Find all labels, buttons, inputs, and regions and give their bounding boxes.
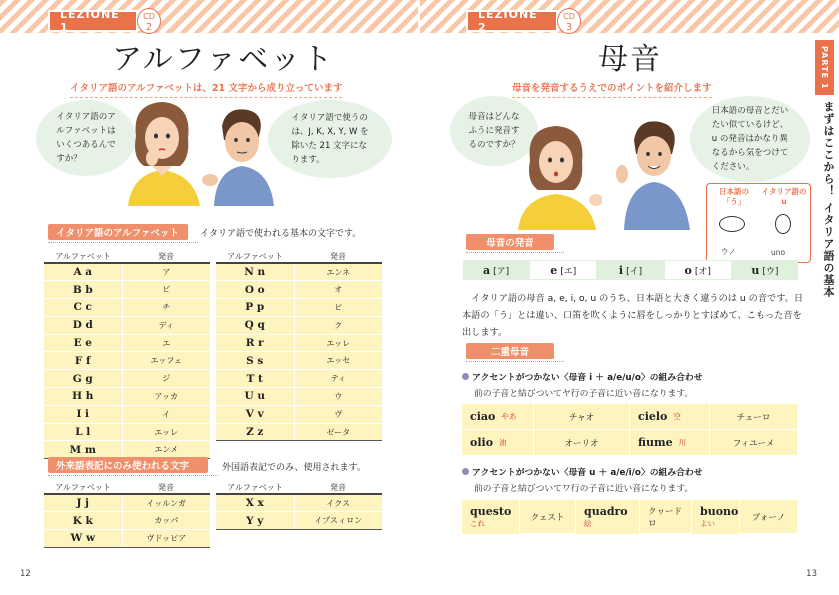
section-note-foreign: 外国語表記でのみ、使用されます。 <box>222 463 366 473</box>
table-row: K k カッパ <box>44 512 210 530</box>
table-row: S s エッセ <box>216 352 382 370</box>
section-heading-alphabet: イタリア語のアルファベット <box>48 224 188 240</box>
vowel-cell: u [ウ] <box>732 260 798 280</box>
foreign-letters-table-2 <box>216 481 382 530</box>
cd-label: CD <box>563 12 575 21</box>
lesson-label-left: LEZIONE 1 <box>48 10 138 32</box>
diphthong-reading: クヮードロ <box>640 500 692 534</box>
vowel-cell: e [エ] <box>529 260 597 280</box>
section-heading-vowels: 母音の発音 <box>466 234 554 250</box>
diphthong-reading: クェスト <box>520 500 576 534</box>
cd-badge-left <box>137 8 161 34</box>
col-sound: 発音 <box>122 250 210 263</box>
speech-bubble-right: イタリア語で使うの は、J, K, X, Y, W を 除いた 21 文字にな ります。 <box>268 100 392 178</box>
cd-badge-right <box>557 8 581 34</box>
parte-tab: PARTE 1 <box>815 40 834 95</box>
bullet-diphthong-u: アクセントがつかない〈母音 u ＋ a/e/i/o〉の組み合わせ <box>462 465 703 478</box>
col-sound: 発音 <box>122 481 210 494</box>
diphthong-reading: チャオ <box>534 404 630 430</box>
man-illustration <box>200 106 280 206</box>
woman-illustration <box>512 120 602 230</box>
lesson-label-right: LEZIONE 2 <box>466 10 558 32</box>
speech-bubble-right: 日本語の母音とだい たい似ているけど、 u の発音はかなり異 なるから気をつけて ください。 <box>690 96 810 182</box>
diphthong-word: questo これ <box>462 500 520 534</box>
speech-bubble-left: 母音はどんな ふうに発音す るのですか？ <box>450 96 538 166</box>
cd-label: CD <box>143 12 155 21</box>
table-row: P p ピ <box>216 299 382 317</box>
table-row: N n エンネ <box>216 263 382 281</box>
diphthong-reading: オーリオ <box>534 430 630 456</box>
diphthong-word: quadro 絵 <box>576 500 640 534</box>
diphthong-word: olio 油 <box>462 430 534 456</box>
foreign-letters-table-1 <box>44 481 210 548</box>
diphthong-word: fiume 川 <box>630 430 710 456</box>
diphthong-word: buono よい <box>692 500 740 534</box>
note-diphthong-i: 前の子音と結びついてヤ行の子音に近い音になります。 <box>474 389 694 399</box>
table-row: F f エッフェ <box>44 352 210 370</box>
page-title-right: 母音 <box>598 42 662 77</box>
vowel-explanation: イタリア語の母音 a, e, i, o, u のうち、日本語と大きく違うのは u の音です。日 本語の「う」とは違い、口笛を吹くように唇をしっかりとすぼめて、こもった音を 出します。 <box>462 293 804 338</box>
section-heading-diphthong: 二重母音 <box>466 343 554 359</box>
diphthong-reading: チェーロ <box>710 404 798 430</box>
section-note-alphabet: イタリア語で使われる基本の文字です。 <box>200 229 362 239</box>
col-letter: アルファベット <box>44 481 122 494</box>
alphabet-table-1 <box>44 250 210 459</box>
subtitle-left: イタリア語のアルファベットは、21 文字から成り立っています <box>70 80 342 98</box>
table-row: R r エッレ <box>216 334 382 352</box>
section-heading-foreign: 外来語表記にのみ使われる文字 <box>48 457 208 473</box>
table-row: D d ディ <box>44 316 210 334</box>
vowel-cell: a [ア] <box>463 260 529 280</box>
table-row: G g ジ <box>44 370 210 388</box>
chapter-sidebar <box>815 40 839 304</box>
diphthong-word: ciao やあ <box>462 404 534 430</box>
table-row: E e エ <box>44 334 210 352</box>
col-letter: アルファベット <box>44 250 122 263</box>
table-row: Z z ゼータ <box>216 423 382 441</box>
table-row: X x イクス <box>216 494 382 512</box>
table-row: L l エッレ <box>44 423 210 441</box>
diphthong-reading: フィユーメ <box>710 430 798 456</box>
cd-number: 3 <box>565 22 573 33</box>
mouth-shape-italian-icon <box>775 214 791 234</box>
table-row: O o オ <box>216 281 382 299</box>
cd-number: 2 <box>145 22 153 33</box>
page-title-left: アルファベット <box>112 42 335 77</box>
vowel-cell: i [イ] <box>597 260 663 280</box>
diphthong-grid-i <box>462 404 798 456</box>
alphabet-table-2 <box>216 250 382 441</box>
table-row: W w ヴドッピア <box>44 530 210 548</box>
table-row: B b ビ <box>44 281 210 299</box>
table-row: U u ウ <box>216 388 382 406</box>
table-row: M m エンメ <box>44 441 210 459</box>
col-letter: アルファベット <box>216 481 294 494</box>
table-row: I i イ <box>44 405 210 423</box>
note-diphthong-u: 前の子音と結びついてワ行の子音に近い音になります。 <box>474 484 694 494</box>
subtitle-right: 母音を発音するうえでのポイントを紹介します <box>512 80 712 98</box>
table-row: C c チ <box>44 299 210 317</box>
woman-illustration <box>122 96 204 206</box>
speech-bubble-left: イタリア語のア ルファベットは いくつあるんで すか？ <box>36 100 136 176</box>
table-row: Q q ク <box>216 316 382 334</box>
vowel-cell: o [オ] <box>664 260 732 280</box>
table-row: H h アッカ <box>44 388 210 406</box>
page-number-left: 12 <box>20 569 31 579</box>
table-row: Y y イプスィロン <box>216 512 382 530</box>
table-row: T t ティ <box>216 370 382 388</box>
chapter-title: まずはここから！ イタリア語の基本 <box>822 101 835 299</box>
col-sound: 発音 <box>294 481 382 494</box>
diphthong-grid-u <box>462 500 798 534</box>
diphthong-word: cielo 空 <box>630 404 710 430</box>
u-comparison-box: 日本語の 「う」 イタリア語の u ウノ uno <box>706 183 811 263</box>
page-number-right: 13 <box>806 569 817 579</box>
table-row: J j イッルンガ <box>44 494 210 512</box>
bullet-diphthong-i: アクセントがつかない〈母音 i ＋ a/e/u/o〉の組み合わせ <box>462 370 703 383</box>
col-letter: アルファベット <box>216 250 294 263</box>
diphthong-reading: ブォーノ <box>740 500 798 534</box>
table-row: V v ヴ <box>216 405 382 423</box>
table-row: A a ア <box>44 263 210 281</box>
mouth-shape-japanese-icon <box>719 216 745 232</box>
col-sound: 発音 <box>294 250 382 263</box>
man-illustration <box>614 118 694 230</box>
vowel-strip <box>463 260 798 280</box>
